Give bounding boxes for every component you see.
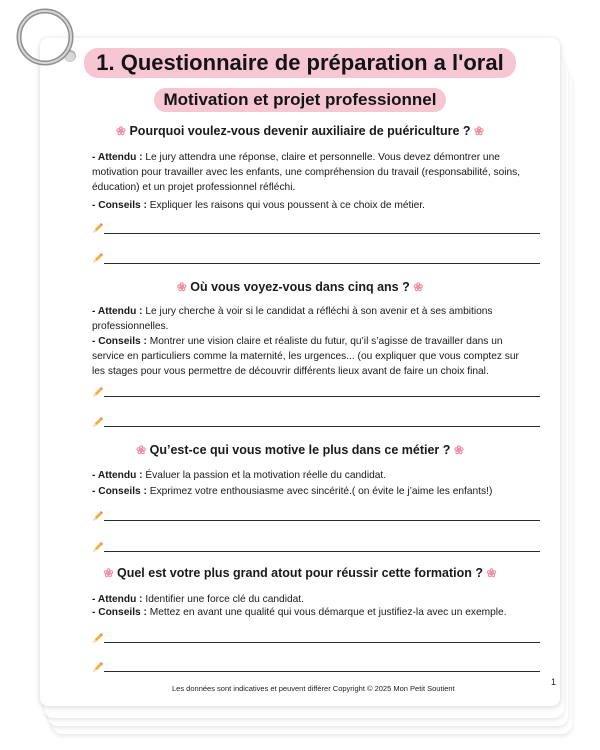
attendu-text: Identifier une force clé du candidat. [145, 594, 304, 605]
attendu-paragraph [92, 304, 532, 334]
conseils-paragraph [92, 334, 532, 379]
answer-line[interactable] [104, 551, 540, 552]
attendu-paragraph [92, 468, 532, 483]
answer-line[interactable] [104, 233, 540, 234]
pencil-icon [92, 510, 104, 522]
flower-icon: ❀ [136, 443, 147, 457]
flower-icon: ❀ [103, 566, 114, 580]
conseils-text: Exprimez votre enthousiasme avec sincérité.( on évite le j’aime les enfants!) [149, 486, 493, 497]
conseils-paragraph [92, 605, 532, 620]
answer-line[interactable] [104, 671, 540, 672]
attendu-paragraph [92, 150, 532, 195]
attendu-label: - Attendu : [92, 470, 143, 481]
attendu-label: - Attendu : [92, 152, 143, 163]
pencil-icon [92, 386, 104, 398]
pencil-icon [92, 222, 104, 234]
page-subtitle: Motivation et projet professionnel [154, 88, 447, 112]
pencil-icon [92, 541, 104, 553]
question-text: Quel est votre plus grand atout pour réussir cette formation ? [116, 566, 484, 580]
question-heading [0, 443, 600, 457]
question-heading [0, 280, 600, 294]
question-text: Où vous voyez-vous dans cinq ans ? [190, 280, 410, 294]
pencil-icon [92, 661, 104, 673]
question-text: Pourquoi voulez-vous devenir auxiliaire de puériculture ? [129, 124, 471, 138]
flower-icon: ❀ [413, 280, 424, 294]
question-heading [0, 566, 600, 580]
flower-icon: ❀ [486, 566, 497, 580]
page-title: 1. Questionnaire de préparation a l'oral [84, 48, 515, 78]
flower-icon: ❀ [474, 124, 485, 138]
attendu-label: - Attendu : [92, 306, 143, 317]
question-heading [0, 124, 600, 138]
answer-line[interactable] [104, 426, 540, 427]
flower-icon: ❀ [115, 124, 126, 138]
conseils-paragraph [92, 198, 532, 213]
pencil-icon [92, 252, 104, 264]
conseils-paragraph [92, 484, 532, 499]
conseils-text: Expliquer les raisons qui vous poussent à ce choix de métier. [149, 200, 425, 211]
pencil-icon [92, 416, 104, 428]
subtitle-wrap [0, 88, 600, 112]
answer-line[interactable] [104, 642, 540, 643]
flower-icon: ❀ [176, 280, 187, 294]
attendu-text: Le jury cherche à voir si le candidat a réfléchi à son avenir et à ses ambitions professionnelles. [92, 306, 493, 332]
answer-line[interactable] [104, 520, 540, 521]
attendu-text: Le jury attendra une réponse, claire et personnelle. Vous devez démontrer une motivation pour travailler avec les enfants, une compréhension du travail (responsabilité, soins, éducation) et un projet professionnel réfléchi. [92, 152, 521, 193]
conseils-text: Mettez en avant une qualité qui vous démarque et justifiez-la avec un exemple. [149, 607, 507, 618]
question-text: Qu’est-ce qui vous motive le plus dans ce métier ? [149, 443, 451, 457]
conseils-label: - Conseils : [92, 607, 147, 618]
conseils-text: Montrer une vision claire et réaliste du futur, qu’il s’agisse de travailler dans un service en particuliers comme la maternité, les urgences... (ou expliquer que vous comptez sur les stages pour vous permettre de découvrir différents lieux avant de faire un choix final. [92, 336, 519, 377]
conseils-label: - Conseils : [92, 200, 147, 211]
footer-copyright: Les données sont indicatives et peuvent différer Copyright © 2025 Mon Petit Soutient [172, 684, 455, 693]
conseils-label: - Conseils : [92, 486, 147, 497]
attendu-label: - Attendu : [92, 594, 143, 605]
page-number: 1 [551, 677, 557, 687]
attendu-text: Évaluer la passion et la motivation réelle du candidat. [145, 470, 387, 481]
flower-icon: ❀ [453, 443, 464, 457]
pencil-icon [92, 632, 104, 644]
answer-line[interactable] [104, 396, 540, 397]
conseils-label: - Conseils : [92, 336, 147, 347]
answer-line[interactable] [104, 263, 540, 264]
title-wrap [0, 48, 600, 78]
